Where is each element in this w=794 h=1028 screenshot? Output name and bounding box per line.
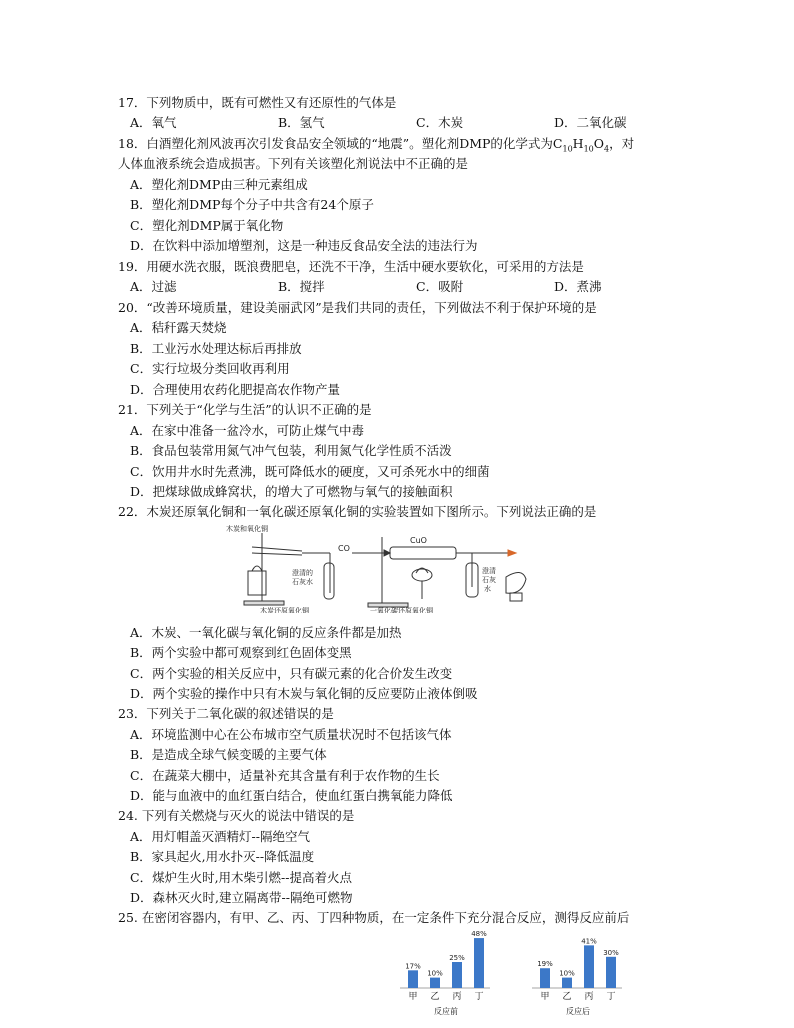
option-a: A．用灯帽盖灭酒精灯--隔绝空气 <box>130 829 310 844</box>
bar-after-1 <box>562 978 572 988</box>
question-17-stem: 17．下列物质中，既有可燃性又有还原性的气体是 <box>118 95 397 110</box>
option-a: A．秸秆露天焚烧 <box>130 320 227 335</box>
bar-value-label: 10% <box>427 969 443 978</box>
question-19-stem: 19．用硬水洗衣服，既浪费肥皂，还洗不干净，生活中硬水要软化，可采用的方法是 <box>118 259 584 274</box>
option-b: B．两个实验中都可观察到红色固体变黑 <box>130 645 352 660</box>
bar-value-label: 19% <box>537 960 553 969</box>
option-b: B．搅拌 <box>278 279 325 294</box>
figure-label-limewater: 水 <box>484 585 491 593</box>
apparatus-drawing <box>222 523 536 613</box>
option-d: D．煮沸 <box>554 279 602 294</box>
question-24-stem: 24. 下列有关燃烧与灭火的说法中错误的是 <box>118 808 355 823</box>
question-21-stem: 21．下列关于“化学与生活”的认识不正确的是 <box>118 402 372 417</box>
option-c: C．煤炉生火时,用木柴引燃--提高着火点 <box>130 870 352 885</box>
option-d: D．二氧化碳 <box>554 115 627 130</box>
option-c: C．木炭 <box>416 115 464 130</box>
option-c: C．在蔬菜大棚中，适量补充其含量有利于农作物的生长 <box>130 768 440 783</box>
option-c: C．吸附 <box>416 279 464 294</box>
stem-text: ，对 <box>609 136 635 151</box>
formula-subscript: 4 <box>604 144 610 154</box>
formula-element: H <box>572 136 584 151</box>
bar-after-2 <box>584 945 594 988</box>
option-d: D．合理使用农药化肥提高农作物产量 <box>130 382 341 397</box>
option-b: B．塑化剂DMP每个分子中共含有24个原子 <box>130 197 374 212</box>
option-b: B．工业污水处理达标后再排放 <box>130 341 302 356</box>
figure-label-reactants: 木炭和氧化铜 <box>226 525 268 533</box>
bar-value-label: 10% <box>559 969 575 978</box>
category-label: 乙 <box>562 992 572 1002</box>
question-23-stem: 23．下列关于二氧化碳的叙述错误的是 <box>118 706 334 721</box>
formula-element: O <box>593 136 605 151</box>
bar-value-label: 30% <box>603 948 619 957</box>
option-d: D．把煤球做成蜂窝状，的增大了可燃物与氧气的接触面积 <box>130 484 453 499</box>
option-d: D．两个实验的操作中只有木炭与氧化铜的反应要防止液体倒吸 <box>130 686 478 701</box>
option-c: C．两个实验的相关反应中，只有碳元素的化合价发生改变 <box>130 666 453 681</box>
question-18-stem-continued: 人体血液系统会造成损害。下列有关该塑化剂说法中不正确的是 <box>118 156 469 171</box>
bar-value-label: 17% <box>405 962 421 971</box>
option-a: A．氧气 <box>130 115 177 130</box>
category-label: 丙 <box>584 992 594 1002</box>
question-22-stem: 22．木炭还原氧化铜和一氧化碳还原氧化铜的实验装置如下图所示。下列说法正确的是 <box>118 504 597 519</box>
option-b: B．家具起火,用水扑灭--降低温度 <box>130 849 315 864</box>
bar-value-label: 25% <box>449 954 465 962</box>
option-a: A．在家中准备一盆冷水，可防止煤气中毒 <box>130 423 365 438</box>
bar-chart-after <box>528 926 628 1018</box>
chart-title: 反应前 <box>434 1007 458 1016</box>
figure-label-limewater: 澄清的 <box>292 569 313 577</box>
bar-before-0 <box>408 970 418 988</box>
bar-chart-before <box>396 926 496 1018</box>
figure-label-limewater: 澄清 <box>482 567 496 575</box>
category-label: 丁 <box>474 992 484 1002</box>
option-c: C．饮用井水时先煮沸，既可降低水的硬度，又可杀死水中的细菌 <box>130 464 490 479</box>
bar-after-0 <box>540 968 550 988</box>
figure-caption-right: 一氧化碳还原氧化铜 <box>370 607 433 613</box>
category-label: 甲 <box>540 992 550 1002</box>
option-a: A．木炭、一氧化碳与氧化铜的反应条件都是加热 <box>130 625 402 640</box>
formula-subscript: 10 <box>562 144 573 154</box>
stem-text: 18．白酒塑化剂风波再次引发食品安全领域的“地震”。塑化剂DMP的化学式为C <box>118 136 563 151</box>
bar-before-3 <box>474 938 484 988</box>
option-d: D．森林灭火时,建立隔离带--隔绝可燃物 <box>130 890 353 905</box>
experiment-apparatus-figure <box>222 523 536 613</box>
chart-title: 反应后 <box>566 1007 590 1016</box>
option-d: D．能与血液中的血红蛋白结合，使血红蛋白携氧能力降低 <box>130 788 453 803</box>
option-c: C．实行垃圾分类回收再利用 <box>130 361 290 376</box>
option-b: B．是造成全球气候变暖的主要气体 <box>130 747 327 762</box>
question-20-stem: 20．“改善环境质量，建设美丽武冈”是我们共同的责任，下列做法不利于保护环境的是 <box>118 300 597 315</box>
figure-label-limewater: 石灰 <box>482 576 496 584</box>
category-label: 丙 <box>452 992 462 1002</box>
option-b: B．食品包装常用氮气冲气包装，利用氮气化学性质不活泼 <box>130 443 452 458</box>
bar-before-2 <box>452 962 462 988</box>
option-c: C．塑化剂DMP属于氧化物 <box>130 218 284 233</box>
bar-value-label: 48% <box>471 930 487 939</box>
figure-label-cuo: CuO <box>410 536 427 545</box>
option-a: A．过滤 <box>130 279 177 294</box>
option-a: A．塑化剂DMP由三种元素组成 <box>130 177 308 192</box>
option-d: D．在饮料中添加增塑剂，这是一种违反食品安全法的违法行为 <box>130 238 478 253</box>
option-b: B．氢气 <box>278 115 325 130</box>
figure-label-limewater: 石灰水 <box>292 578 313 586</box>
bar-value-label: 41% <box>581 937 597 946</box>
figure-label-co: CO <box>338 544 350 553</box>
category-label: 甲 <box>408 992 418 1002</box>
figure-caption-left: 木炭还原氧化铜 <box>260 607 309 613</box>
question-25-stem: 25. 在密闭容器内，有甲、乙、丙、丁四种物质，在一定条件下充分混合反应，测得反应前后 <box>118 910 630 925</box>
bar-before-1 <box>430 978 440 988</box>
bar-after-3 <box>606 957 616 988</box>
category-label: 丁 <box>606 992 616 1002</box>
option-a: A．环境监测中心在公布城市空气质量状况时不包括该气体 <box>130 727 452 742</box>
category-label: 乙 <box>430 992 440 1002</box>
formula-subscript: 10 <box>583 144 594 154</box>
